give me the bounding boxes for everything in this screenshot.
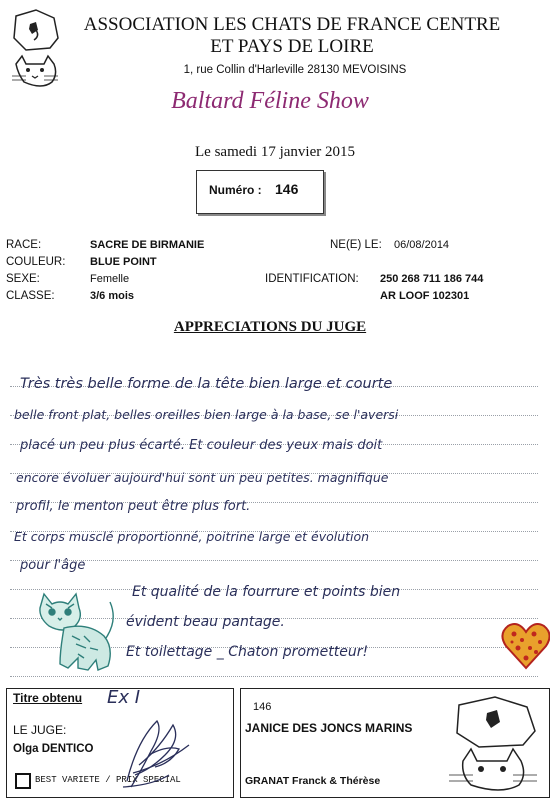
numero-label: Numéro : — [209, 183, 262, 197]
title-judge-box — [6, 688, 234, 798]
kitten-illustration-icon — [28, 578, 124, 678]
appreciations-title: APPRECIATIONS DU JUGE — [173, 319, 367, 335]
identification-label: IDENTIFICATION: — [265, 273, 359, 285]
born-label: NE(E) LE: — [330, 239, 382, 251]
show-name: Baltard Féline Show — [171, 88, 369, 114]
sexe-label: SEXE: — [6, 273, 40, 285]
association-title-line1: ASSOCIATION LES CHATS DE FRANCE CENTRE — [83, 14, 501, 35]
comment-line: Et corps musclé proportionné, poitrine large et évolution — [14, 529, 370, 544]
association-title-line2: ET PAYS DE LOIRE — [210, 36, 374, 57]
sexe-value: Femelle — [90, 273, 130, 285]
classe-label: CLASSE: — [6, 290, 55, 302]
comment-line: placé un peu plus écarté. Et couleur des yeux mais doit — [20, 438, 383, 453]
comment-line: Et toilettage _ Chaton prometteur! — [126, 644, 369, 660]
born-value: 06/08/2014 — [394, 239, 450, 251]
show-date: Le samedi 17 janvier 2015 — [195, 144, 355, 160]
heart-icon — [500, 620, 550, 672]
loof-number: AR LOOF 102301 — [380, 290, 470, 302]
numero-value: 146 — [275, 181, 299, 197]
judge-name: Olga DENTICO — [13, 743, 94, 755]
race-value: SACRE DE BIRMANIE — [90, 239, 205, 251]
best-variety-label: BEST VARIETE / PRIX SPECIAL — [35, 775, 181, 785]
couleur-label: COULEUR: — [6, 256, 66, 268]
comment-line: profil, le menton peut être plus fort. — [16, 499, 251, 514]
cat-owner-box — [240, 688, 550, 798]
cat-name: JANICE DES JONCS MARINS — [245, 721, 413, 735]
comment-line: Et qualité de la fourrure et points bien — [132, 584, 401, 600]
association-logo-icon — [6, 8, 64, 88]
comment-line: belle front plat, belles oreilles bien large à la base, se l'aversi — [14, 407, 399, 422]
race-label: RACE: — [6, 239, 42, 251]
identification-value: 250 268 711 186 744 — [380, 273, 484, 285]
owner-name: GRANAT Franck & Thérèse — [245, 775, 381, 787]
titre-obtenu-label: Titre obtenu — [13, 691, 83, 705]
best-variety-checkbox[interactable] — [15, 773, 31, 789]
couleur-value: BLUE POINT — [90, 256, 157, 268]
numero-box — [196, 170, 324, 214]
comment-line: encore évoluer aujourd'hui sont un peu petites. magnifique — [16, 470, 389, 485]
titre-obtenu-value: Ex I — [107, 687, 141, 708]
judge-label: LE JUGE: — [13, 723, 67, 737]
judge-signature — [119, 711, 197, 793]
association-logo-icon — [439, 695, 547, 793]
comment-line: évident beau pantage. — [126, 614, 285, 630]
association-title — [72, 14, 512, 58]
comment-line: Très très belle forme de la tête bien large et courte — [20, 376, 393, 392]
cat-number: 146 — [253, 701, 272, 713]
classe-value: 3/6 mois — [90, 290, 135, 302]
comment-line: pour l'âge — [20, 558, 86, 573]
association-address: 1, rue Collin d'Harleville 28130 MEVOISINS — [183, 64, 407, 76]
